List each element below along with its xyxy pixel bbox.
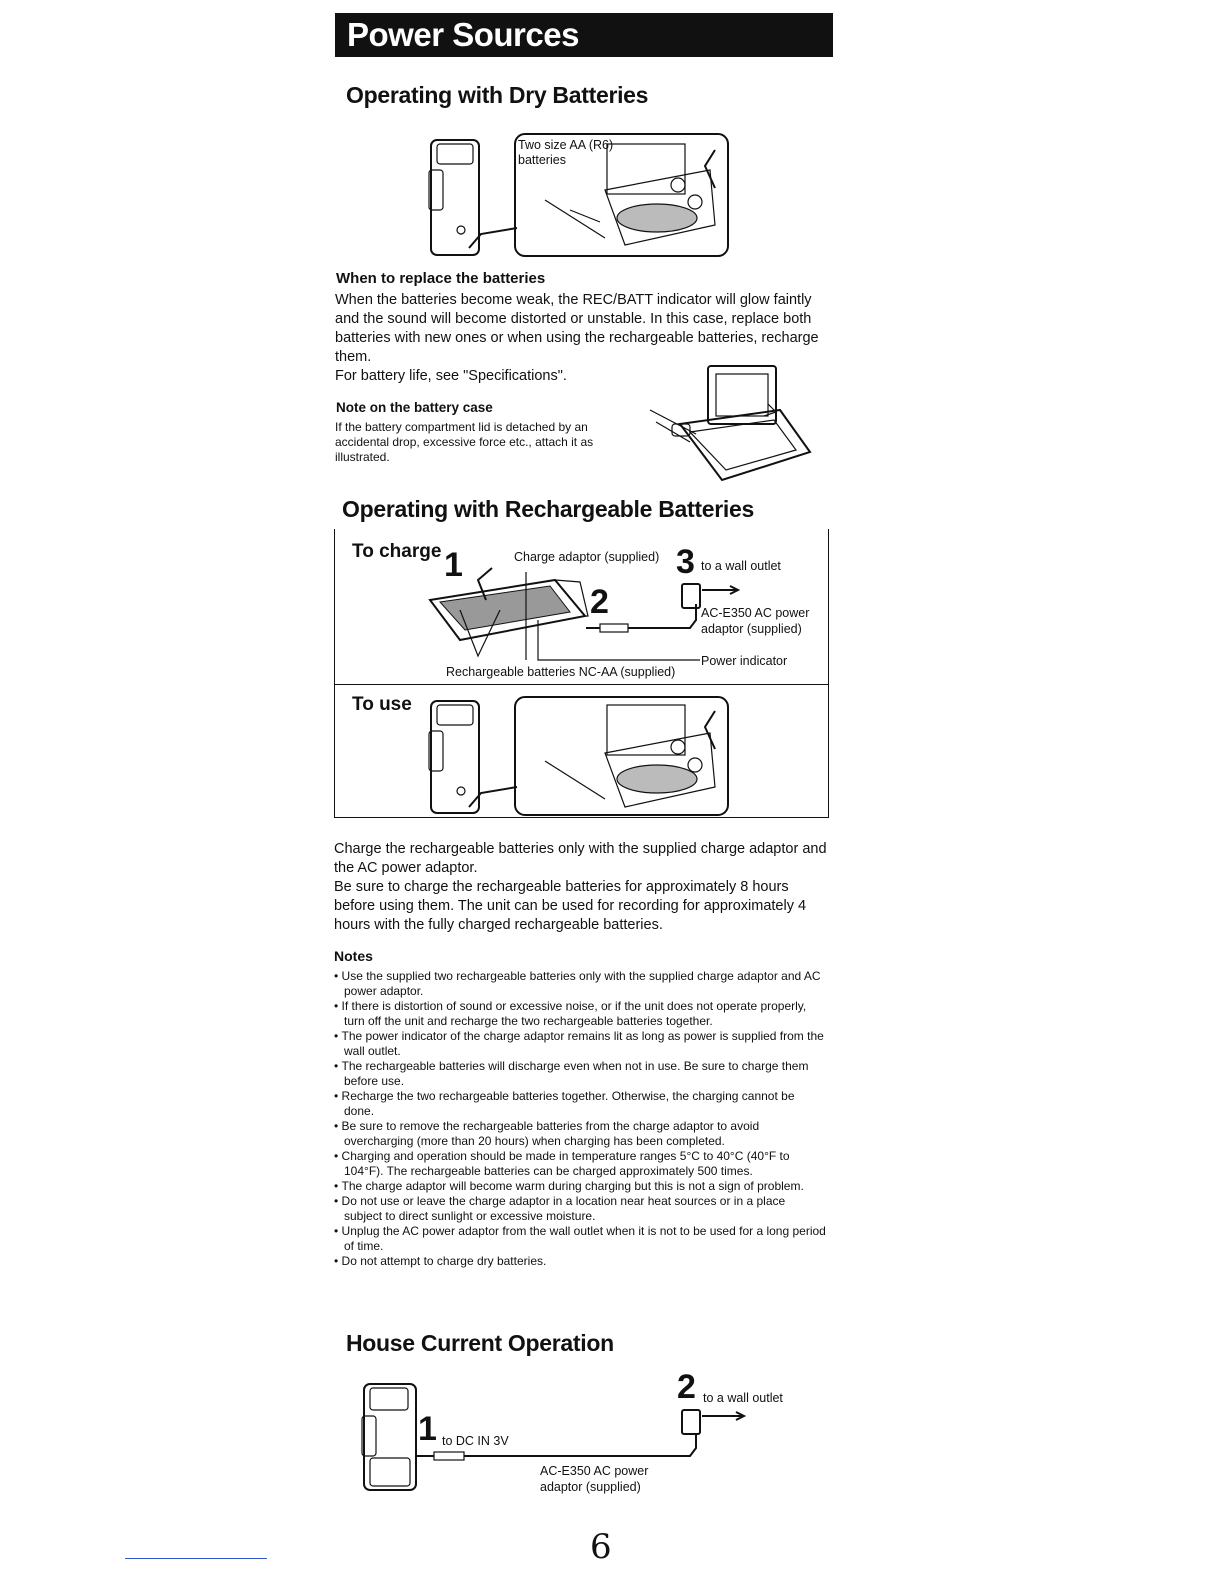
house-current-heading: House Current Operation xyxy=(346,1330,614,1356)
note-item: • Do not attempt to charge dry batteries. xyxy=(334,1254,826,1269)
footer-rule xyxy=(125,1558,267,1559)
notes-heading: Notes xyxy=(334,948,373,964)
note-item: • If there is distortion of sound or excessive noise, or if the unit does not operate properly, turn off the unit and recharge the two rechargeable batteries together. xyxy=(334,999,826,1029)
rechargeable-heading: Operating with Rechargeable Batteries xyxy=(342,496,754,522)
note-item: • Recharge the two rechargeable batteries together. Otherwise, the charging cannot be done. xyxy=(334,1089,826,1119)
to-use-label: To use xyxy=(352,694,412,715)
frame-divider xyxy=(334,684,829,685)
house-step-2: 2 xyxy=(677,1368,696,1406)
battery-case-paragraph: If the battery compartment lid is detached by an accidental drop, excessive force etc., attach it as illustrated. xyxy=(335,420,594,464)
notes-list xyxy=(334,969,826,1269)
to-charge-label: To charge xyxy=(352,541,442,562)
house-ac-line2: adaptor (supplied) xyxy=(540,1480,641,1494)
house-ac-line1: AC-E350 AC power xyxy=(540,1464,649,1478)
page-number: 6 xyxy=(590,1527,612,1567)
recharge-paragraph-2: Be sure to charge the rechargeable batteries for approximately 8 hours before using them. The unit can be used for recording for approximately 4 hours with the fully charged rechargeable batteries. xyxy=(334,879,807,933)
note-item: • Be sure to remove the rechargeable batteries from the charge adaptor to avoid overcharging (more than 20 hours) when charging has been completed. xyxy=(334,1119,826,1149)
note-item: • Do not use or leave the charge adaptor in a location near heat sources or in a place subject to direct sunlight or excessive moisture. xyxy=(334,1194,826,1224)
ac-adaptor-line1: AC-E350 AC power xyxy=(701,606,810,620)
house-step-1: 1 xyxy=(418,1410,437,1448)
dry-batteries-heading: Operating with Dry Batteries xyxy=(346,82,649,108)
charge-step-1: 1 xyxy=(444,546,463,584)
note-item: • The power indicator of the charge adaptor remains lit as long as power is supplied from the wall outlet. xyxy=(334,1029,826,1059)
battery-life-line: For battery life, see "Specifications". xyxy=(335,368,567,384)
replace-paragraph: When the batteries become weak, the REC/BATT indicator will glow faintly and the sound will become distorted or unstable. In this case, replace both batteries with new ones or when using the rechargeable batteries, recharge them. xyxy=(335,292,819,365)
note-item: • The charge adaptor will become warm during charging but this is not a sign of problem. xyxy=(334,1179,826,1194)
wall-outlet-label: to a wall outlet xyxy=(701,559,781,573)
battery-case-heading: Note on the battery case xyxy=(336,400,493,415)
battery-case-illustration xyxy=(650,362,820,484)
note-item: • The rechargeable batteries will discharge even when not in use. Be sure to charge them before use. xyxy=(334,1059,826,1089)
replace-heading: When to replace the batteries xyxy=(336,270,546,287)
dc-in-label: to DC IN 3V xyxy=(442,1434,509,1448)
page-title: Power Sources xyxy=(335,13,833,57)
charge-diagram xyxy=(420,560,730,670)
recorder-illustration-use xyxy=(425,695,735,820)
charge-step-3: 3 xyxy=(676,543,695,581)
charge-adaptor-label: Charge adaptor (supplied) xyxy=(514,550,660,564)
note-item: • Use the supplied two rechargeable batteries only with the supplied charge adaptor and AC power adaptor. xyxy=(334,969,826,999)
charge-step-2: 2 xyxy=(590,583,609,621)
house-wall-outlet-label: to a wall outlet xyxy=(703,1391,783,1405)
note-item: • Charging and operation should be made in temperature ranges 5°C to 40°C (40°F to 104°F). The rechargeable batteries can be charged approximately 500 times. xyxy=(334,1149,826,1179)
battery-callout: Two size AA (R6) batteries xyxy=(518,138,614,167)
recharge-paragraph-1: Charge the rechargeable batteries only with the supplied charge adaptor and the AC power adaptor. xyxy=(334,841,827,876)
note-item: • Unplug the AC power adaptor from the wall outlet when it is not to be used for a long period of time. xyxy=(334,1224,826,1254)
rechargeable-batteries-label: Rechargeable batteries NC-AA (supplied) xyxy=(446,665,676,679)
ac-adaptor-line2: adaptor (supplied) xyxy=(701,622,802,636)
power-indicator-label: Power indicator xyxy=(701,654,788,668)
